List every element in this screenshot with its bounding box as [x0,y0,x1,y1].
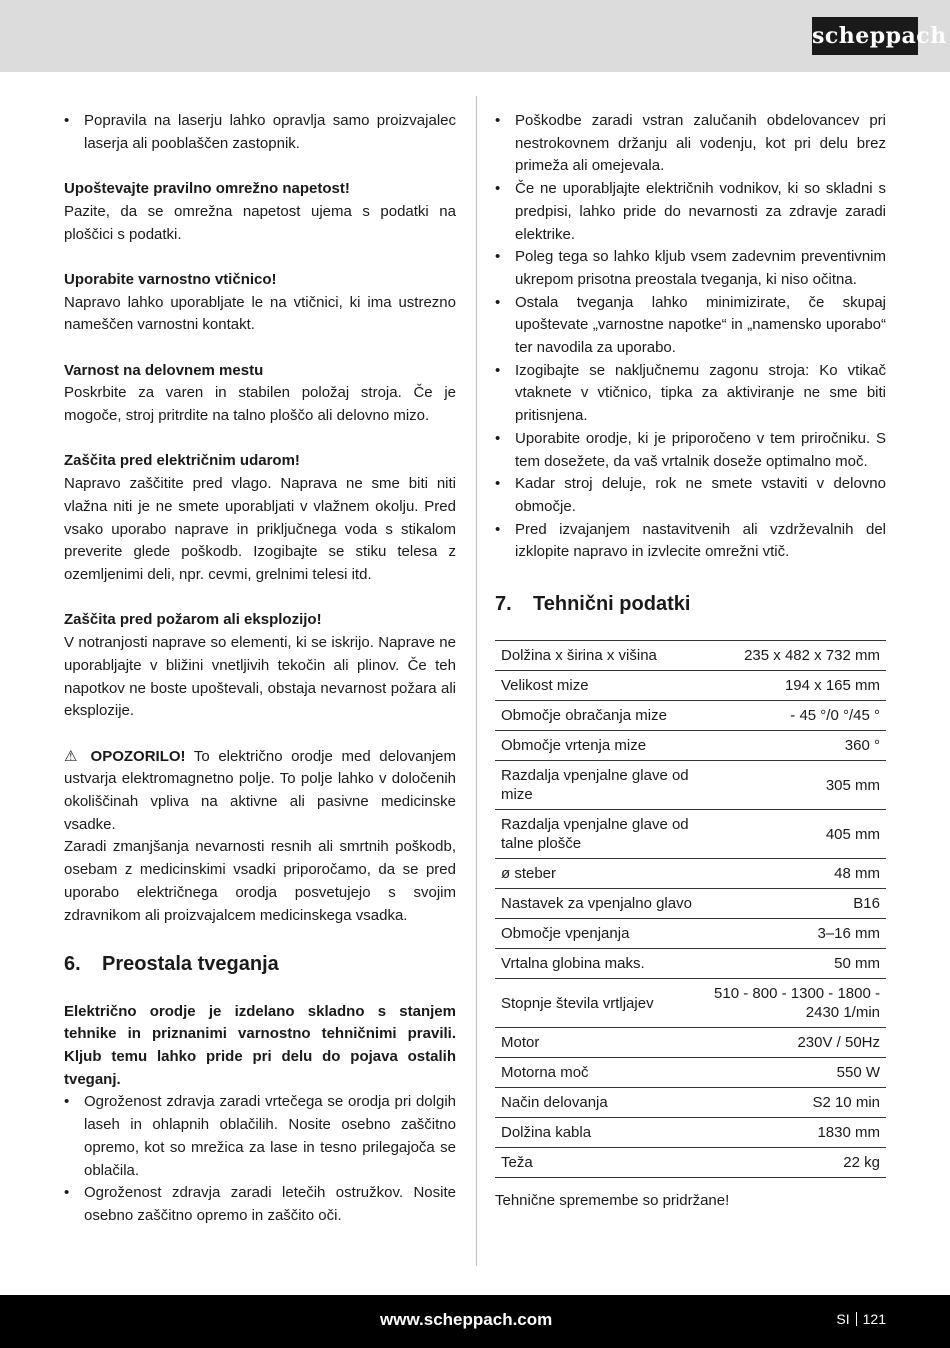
footer-bar [0,1295,950,1348]
spec-value: - 45 °/0 °/45 ° [705,701,886,731]
spec-label: Način delovanja [495,1088,705,1118]
table-row [495,1088,886,1118]
header-bar [0,0,950,72]
section-heading: Zaščita pred električnim udarom! [64,452,300,470]
section-6-list [64,1091,456,1227]
right-column [495,110,886,1213]
spec-value: S2 10 min [705,1088,886,1118]
table-row [495,889,886,919]
spec-label: Območje vpenjanja [495,919,705,949]
list-item: • Če ne uporabljajte električnih vodnikov, ki so skladni s predpisi, lahko pride do nevarnosti za zdravje zaradi elektrike. [495,180,886,243]
table-row [495,761,886,810]
section-body: V notranjosti naprave so elementi, ki se iskrijo. Naprave ne uporabljajte v bližini vnetljivih tekočin ali plinov. Če teh napotkov ne boste upoštevali, obstaja nevarnost požara ali eksplozije. [64,634,456,720]
intro-list [64,110,456,155]
section-heading: Varnost na delovnem mestu [64,361,264,379]
brand-logo: scheppach [812,17,918,55]
table-row [495,979,886,1028]
spec-label: ø steber [495,859,705,889]
table-row [495,949,886,979]
spec-value: 50 mm [705,949,886,979]
spec-value: 305 mm [705,761,886,810]
table-row [495,810,886,859]
table-row [495,859,886,889]
table-row [495,1118,886,1148]
spec-value: 550 W [705,1058,886,1088]
column-divider [476,96,477,1266]
spec-label: Razdalja vpenjalne glave od mize [495,761,705,810]
warning-label: OPOZORILO! [90,747,186,765]
spec-label: Vrtalna globina maks. [495,949,705,979]
website-link[interactable]: www.scheppach.com [380,1310,553,1329]
list-item: • Popravila na laserju lahko opravlja samo proizvajalec laserja ali pooblaščen zastopnik. [64,112,456,152]
section-heading: Uporabite varnostno vtičnico! [64,270,277,288]
spec-value: 48 mm [705,859,886,889]
page-indicator [836,1311,886,1327]
risk-list [495,110,886,564]
list-item: • Poleg tega so lahko kljub vsem zadevnim preventivnim ukrepom prisotna preostala tveganja, ki niso očitna. [495,248,886,288]
section-6-heading: 6. Preostala tveganja [64,952,279,975]
warning-paragraph-2: Zaradi zmanjšanja nevarnosti resnih ali smrtnih poškodb, osebam z medicinskimi vsadki priporočamo, da se pred uporabo električnega orodja posvetujejo s svojim zdravnikom ali proizvajalcem medicinskega vsadka. [64,838,456,924]
spec-label: Območje vrtenja mize [495,731,705,761]
spec-value: 194 x 165 mm [705,671,886,701]
spec-label: Dolžina kabla [495,1118,705,1148]
table-row [495,1058,886,1088]
spec-label: Motor [495,1028,705,1058]
warning-triangle-icon: ⚠ [64,747,82,765]
table-row [495,641,886,671]
list-item: • Poškodbe zaradi vstran zalučanih obdelovancev pri nestrokovnem držanju ali vodenju, kot pri delu brez primeža ali omejevala. [495,112,886,175]
section-body: Napravo lahko uporabljate le na vtičnici, ki ima ustrezno nameščen varnostni kontakt. [64,293,456,334]
spec-value: 230V / 50Hz [705,1028,886,1058]
technical-note: Tehnične spremembe so pridržane! [495,1192,730,1210]
section-heading: Zaščita pred požarom ali eksplozijo! [64,611,322,629]
section-heading: Upoštevajte pravilno omrežno napetost! [64,180,350,198]
spec-value: 22 kg [705,1148,886,1178]
section-6-intro: Električno orodje je izdelano skladno s stanjem tehnike in priznanimi varnostno tehničnimi pravili. Kljub temu lahko pride pri delu do pojava ostalih tveganj. [64,1002,456,1088]
specs-table [495,640,886,1178]
list-item: • Pred izvajanjem nastavitvenih ali vzdrževalnih del izklopite napravo in izvlecite omrežni vtič. [495,520,886,561]
list-item: • Uporabite orodje, ki je priporočeno v tem priročniku. S tem dosežete, da vaš vrtalnik doseže optimalno moč. [495,429,886,470]
section-body: Napravo zaščitite pred vlago. Naprava ne sme biti niti vlažna niti je ne smete uporabljati v vlažnem okolju. Pred vsako uporabo naprave in priključnega voda s stikalom preverite glede poškodb. Izogibajte se stiku telesa z ozemljenimi deli, npr. cevmi, grelnimi telesi itd. [64,475,456,583]
spec-value: B16 [705,889,886,919]
list-item: • Ogroženost zdravja zaradi vrtečega se orodja pri dolgih laseh in ohlapnih oblačilih. Nosite osebno zaščitno opremo, kot so mrežica za lase in tesno prilegajoča se oblačila. [64,1093,456,1179]
table-row [495,1148,886,1178]
table-row [495,731,886,761]
spec-value: 3–16 mm [705,919,886,949]
spec-label: Dolžina x širina x višina [495,641,705,671]
section-body: Pazite, da se omrežna napetost ujema s podatki na ploščici s podatki. [64,202,456,243]
spec-label: Motorna moč [495,1058,705,1088]
spec-label: Stopnje števila vrtljajev [495,979,705,1028]
spec-value: 1830 mm [705,1118,886,1148]
spec-label: Nastavek za vpenjalno glavo [495,889,705,919]
list-item: • Ogroženost zdravja zaradi letečih ostružkov. Nosite osebno zaščitno opremo in zaščito oči. [64,1184,456,1224]
spec-value: 405 mm [705,810,886,859]
list-item: • Ostala tveganja lahko minimizirate, če skupaj upoštevate „varnostne napotke“ in „namensko uporabo“ ter navodila za uporabo. [495,293,886,357]
spec-label: Teža [495,1148,705,1178]
spec-label: Razdalja vpenjalne glave od talne plošče [495,810,705,859]
list-item: • Izogibajte se naključnemu zagonu stroja: Ko vtikač vtaknete v vtičnico, tipka za aktiviranje ne sme biti pritisnjena. [495,361,886,425]
table-row [495,701,886,731]
left-column [64,110,456,1228]
table-row [495,671,886,701]
list-item: • Kadar stroj deluje, rok ne smete vstaviti v delovno območje. [495,475,886,515]
spec-value: 360 ° [705,731,886,761]
spec-value: 235 x 482 x 732 mm [705,641,886,671]
spec-value: 510 - 800 - 1300 - 1800 - 2430 1/min [705,979,886,1028]
table-row [495,919,886,949]
section-body: Poskrbite za varen in stabilen položaj stroja. Če je mogoče, stroj pritrdite na talno ploščo ali delovno mizo. [64,384,456,425]
spec-label: Velikost mize [495,671,705,701]
warning-paragraph: ⚠ OPOZORILO! To električno orodje med delovanjem ustvarja elektromagnetno polje. To polje lahko v določenih okoliščinah vpliva na aktivne ali pasivne medicinske vsadke. [64,747,456,833]
table-row [495,1028,886,1058]
page-number: 121 [862,1311,886,1327]
section-7-heading: 7. Tehnični podatki [495,593,691,616]
language-code: SI [836,1311,850,1327]
spec-label: Območje obračanja mize [495,701,705,731]
